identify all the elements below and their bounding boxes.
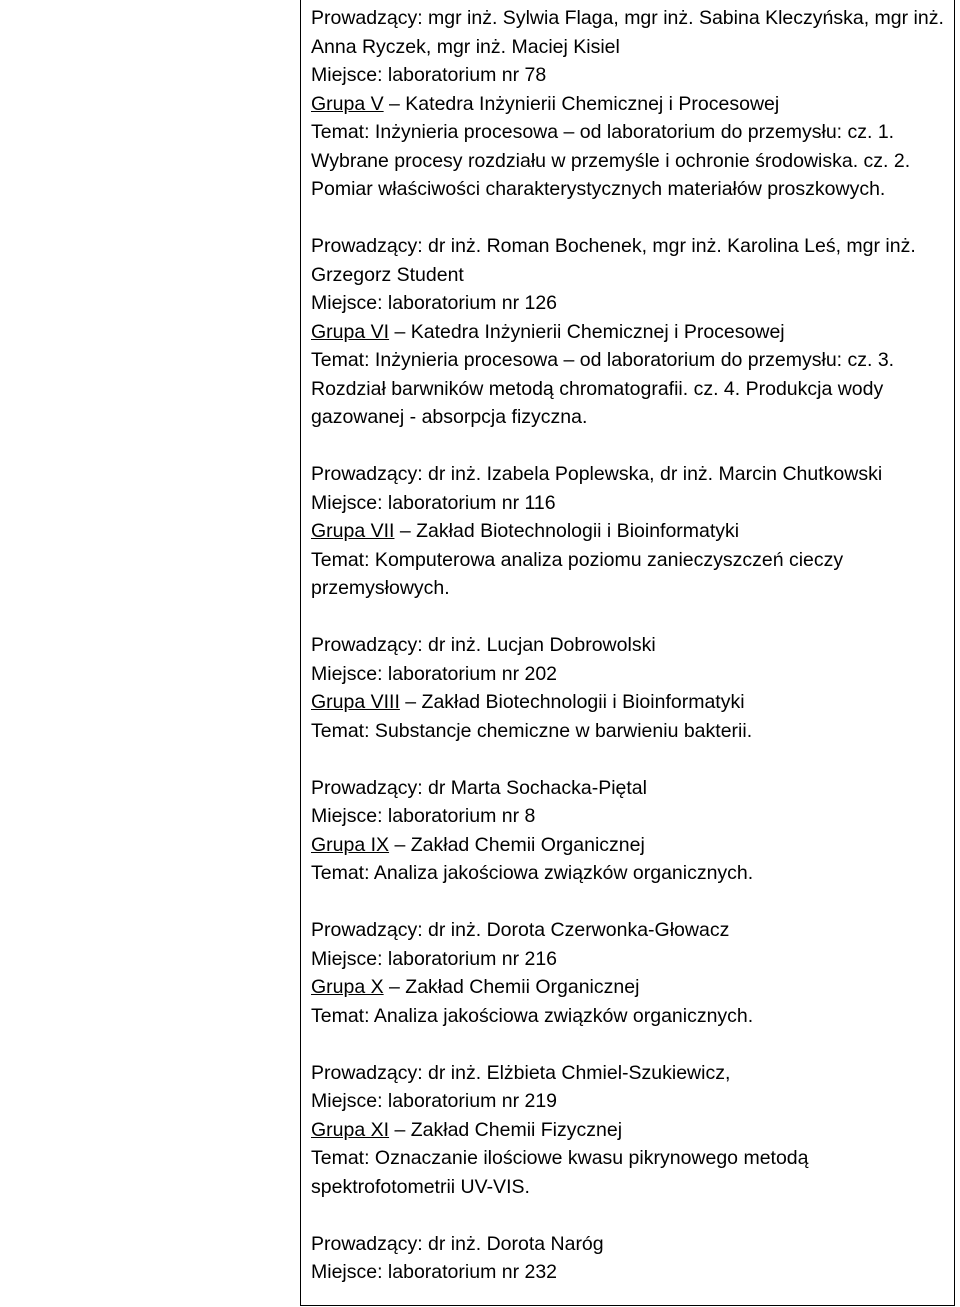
schedule-text [311, 4, 951, 1287]
location: Miejsce: laboratorium nr 216 [311, 947, 558, 970]
department: – Zakład Biotechnologii i Bioinformatyki [394, 520, 740, 542]
department: – Zakład Biotechnologii i Bioinformatyki [399, 691, 745, 713]
group-block [311, 517, 951, 688]
group-block [311, 318, 951, 518]
spacer [311, 204, 951, 233]
instructors: Prowadzący: dr inż. Elżbieta Chmiel-Szukiewicz, [311, 1061, 731, 1084]
group-block [311, 1116, 951, 1287]
spacer [311, 1030, 951, 1059]
topic: Temat: Oznaczanie ilościowe kwasu pikrynowego metodą spektrofotometrii UV-VIS. [311, 1147, 809, 1198]
instructors: Prowadzący: dr inż. Lucjan Dobrowolski [311, 634, 656, 656]
schedule-table-cell [300, 0, 955, 1306]
group-heading [311, 831, 951, 860]
group-heading [311, 90, 951, 119]
spacer [311, 745, 951, 774]
department: – Zakład Chemii Organicznej [383, 976, 640, 998]
group-heading [311, 517, 951, 546]
group-name: Grupa VI [311, 320, 390, 343]
spacer [311, 888, 951, 917]
spacer [311, 603, 951, 632]
location: Miejsce: laboratorium nr 8 [311, 805, 536, 827]
group-heading [311, 973, 951, 1002]
group-name: Grupa VII [311, 520, 395, 542]
spacer [311, 432, 951, 461]
instructors: Prowadzący: dr inż. Roman Bochenek, mgr inż. Karolina Leś, mgr inż. Grzegorz Student [311, 235, 916, 286]
location: Miejsce: laboratorium nr 219 [311, 1090, 558, 1112]
topic: Temat: Inżynieria procesowa – od laboratorium do przemysłu: cz. 1. Wybrane procesy rozdziału w przemyśle i ochronie środowiska. cz. 2. Pomiar właściwości charakterystycznych materiałów proszkowych. [311, 121, 911, 200]
instructors: Prowadzący: dr inż. Izabela Poplewska, dr inż. Marcin Chutkowski [311, 463, 883, 485]
topic: Temat: Substancje chemiczne w barwieniu bakterii. [311, 719, 753, 742]
department: – Katedra Inżynierii Chemicznej i Procesowej [383, 92, 780, 115]
group-name: Grupa X [311, 976, 384, 998]
group-name: Grupa XI [311, 1118, 390, 1141]
topic: Temat: Analiza jakościowa związków organicznych. [311, 1004, 754, 1027]
topic: Temat: Komputerowa analiza poziomu zanieczyszczeń cieczy przemysłowych. [311, 548, 844, 599]
group-heading [311, 688, 951, 717]
group-block [311, 973, 951, 1116]
instructors: Prowadzący: dr Marta Sochacka-Piętal [311, 776, 647, 799]
location: Miejsce: laboratorium nr 232 [311, 1261, 558, 1283]
topic: Temat: Analiza jakościowa związków organicznych. [311, 862, 754, 884]
location: Miejsce: laboratorium nr 202 [311, 662, 558, 685]
instructors: Prowadzący: dr inż. Dorota Czerwonka-Głowacz [311, 919, 730, 941]
group-block [311, 90, 951, 318]
topic: Temat: Inżynieria procesowa – od laboratorium do przemysłu: cz. 3. Rozdział barwników metodą chromatografii. cz. 4. Produkcja wody gazowanej - absorpcja fizyczna. [311, 349, 895, 428]
group-name: Grupa IX [311, 833, 390, 856]
group-heading [311, 1116, 951, 1145]
location: Miejsce: laboratorium nr 116 [311, 491, 556, 514]
spacer [311, 1201, 951, 1230]
location: Miejsce: laboratorium nr 126 [311, 292, 558, 314]
group-name: Grupa VIII [311, 691, 400, 713]
group-heading [311, 318, 951, 347]
group-block [311, 831, 951, 974]
instructors: Prowadzący: dr inż. Dorota Naróg [311, 1232, 604, 1255]
department: – Katedra Inżynierii Chemicznej i Procesowej [389, 320, 785, 343]
group-name: Grupa V [311, 92, 384, 115]
department: – Zakład Chemii Organicznej [389, 833, 645, 856]
department: – Zakład Chemii Fizycznej [389, 1118, 623, 1141]
group-block [311, 688, 951, 831]
location: Miejsce: laboratorium nr 78 [311, 64, 547, 86]
instructors: Prowadzący: mgr inż. Sylwia Flaga, mgr inż. Sabina Kleczyńska, mgr inż. Anna Ryczek, mgr inż. Maciej Kisiel [311, 7, 944, 58]
